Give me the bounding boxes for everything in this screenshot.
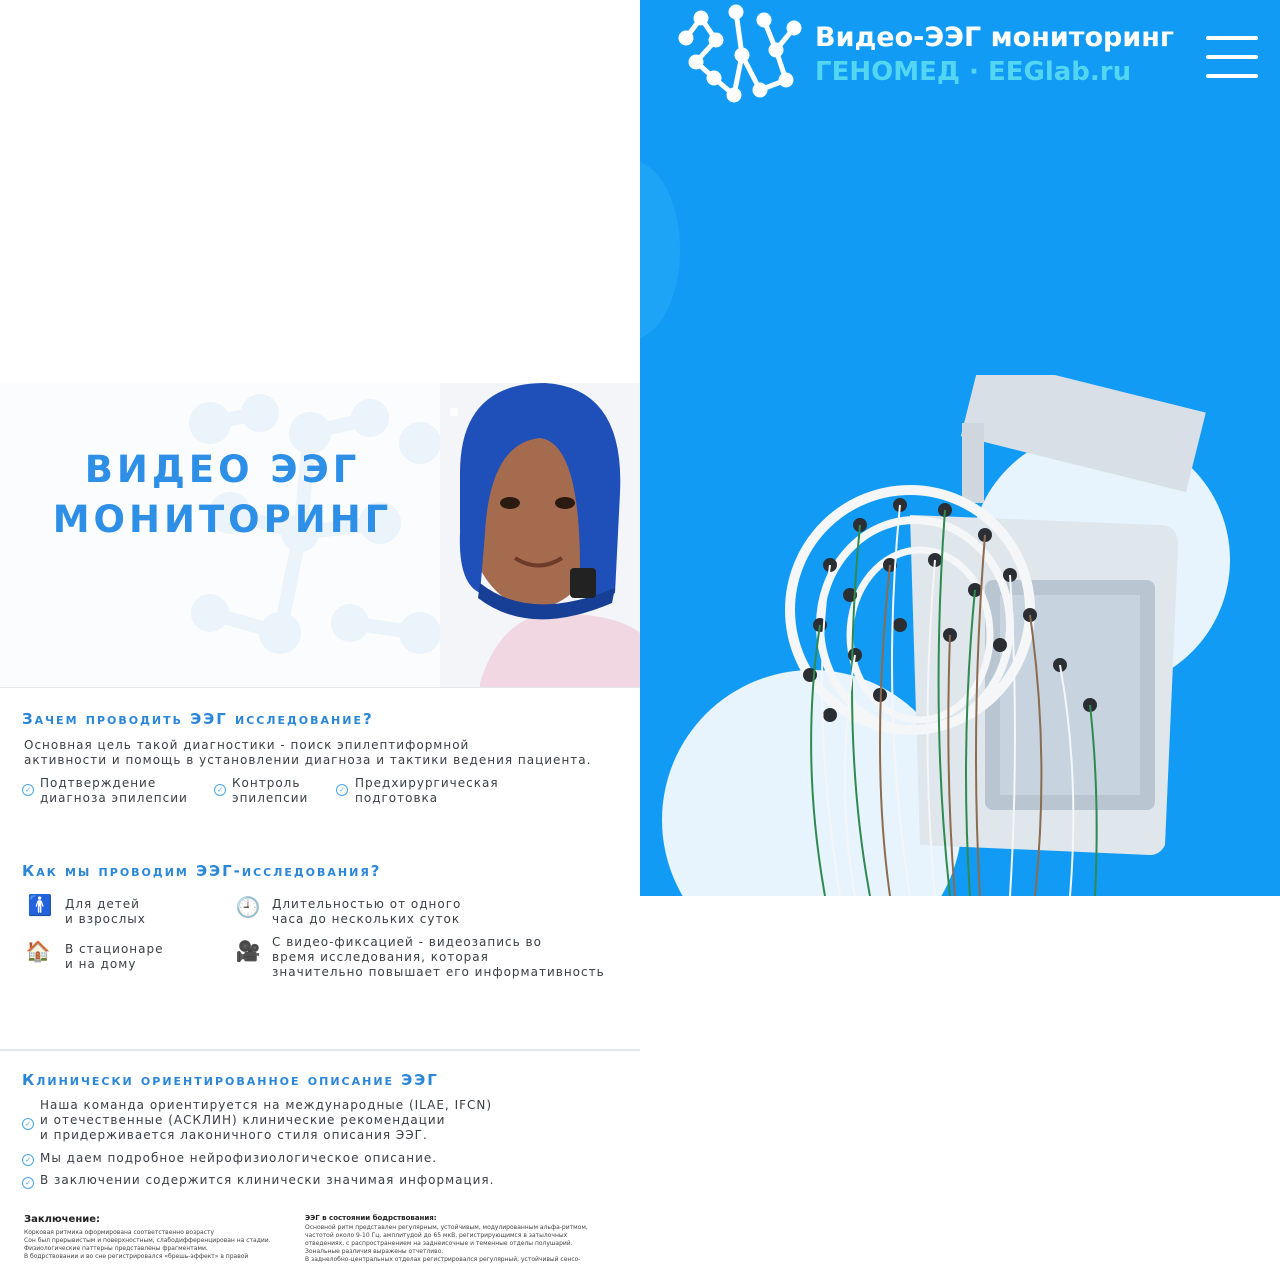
app-screen — [640, 0, 1280, 896]
hero-banner — [0, 383, 640, 687]
hero-title — [0, 445, 445, 545]
check-icon: ✓ — [22, 1177, 34, 1189]
why-section — [0, 687, 640, 848]
wake-eeg-text — [305, 1224, 588, 1264]
check-icon: ✓ — [336, 784, 348, 796]
wake-eeg-line: Основной ритм представлен регулярным, устойчивым, модулированным альфа-ритмом, — [305, 1224, 588, 1231]
how-item-video: С видео-фиксацией - видеозапись во время исследования, которая значительно повышает его информативность — [272, 935, 605, 979]
why-intro: Основная цель такой диагностики - поиск эпилептиформной активности и помощь в установлении диагноза и тактики ведения пациента. — [24, 738, 592, 767]
child-in-eeg-cap-photo — [440, 383, 640, 687]
how-section — [0, 847, 640, 1047]
video-camera-icon: 🎥 — [235, 939, 261, 963]
conclusion-left-text — [24, 1229, 271, 1261]
wake-eeg-line: Зональные различия выражены отчетливо. — [305, 1248, 444, 1255]
check-icon: ✓ — [22, 1118, 34, 1130]
brain-logo-icon[interactable] — [676, 0, 804, 108]
hamburger-menu-icon[interactable] — [1206, 36, 1258, 78]
why-item-presurgical: Предхирургическая подготовка — [355, 776, 499, 805]
clinical-item-conclusion: В заключении содержится клинически значимая информация. — [40, 1173, 495, 1187]
clinical-item-guidelines: Наша команда ориентируется на международные (ILAE, IFCN) и отечественные (АСКЛИН) клинические рекомендации и придерживается лаконичного стиля описания ЭЭГ. — [40, 1098, 493, 1142]
check-icon: ✓ — [22, 784, 34, 796]
conclusion-line: Физиологические паттерны представлены фрагментами. — [24, 1245, 208, 1252]
why-item-confirmation: Подтверждение диагноза эпилепсии — [40, 776, 188, 805]
hero-title-line2: МОНИТОРИНГ — [52, 498, 393, 541]
clinical-section — [0, 1049, 640, 1280]
how-item-duration: Длительностью от одного часа до нескольких суток — [272, 897, 462, 926]
conclusion-heading: Заключение: — [24, 1214, 101, 1225]
wake-eeg-line: В заднелобно-центральных отделах регистрировался регулярный, устойчивый сенсо- — [305, 1256, 581, 1263]
hero-title-line1: ВИДЕО ЭЭГ — [84, 448, 361, 491]
conclusion-line: В бодрствовании и во сне регистрировался «брешь-эффект» в правой — [24, 1253, 249, 1260]
clinical-title: Клинически ориентированное описание ЭЭГ — [22, 1071, 439, 1089]
why-item-control: Контроль эпилепсии — [232, 776, 309, 805]
brand-subtitle: ГЕНОМЕД · EEGlab.ru — [815, 57, 1132, 87]
wake-eeg-heading: ЭЭГ в состоянии бодрствования: — [305, 1214, 437, 1222]
check-icon: ✓ — [22, 1154, 34, 1166]
how-title: Как мы проводим ЭЭГ-исследования? — [22, 862, 382, 880]
house-icon: 🏠 — [25, 939, 51, 963]
conclusion-line: Сон был прерывистым и поверхностным, слабодифференцирован на стадии. — [24, 1237, 271, 1244]
check-icon: ✓ — [214, 784, 226, 796]
decor-circle — [640, 160, 680, 340]
wake-eeg-line: частотой около 9-10 Гц, амплитудой до 65 мкВ, регистрирующимся в затылочных — [305, 1232, 568, 1239]
eeg-info-card — [0, 383, 640, 1280]
brand-title: Видео-ЭЭГ мониторинг — [815, 22, 1175, 53]
person-icon: 🚹 — [27, 893, 53, 917]
how-item-ages: Для детей и взрослых — [65, 897, 146, 926]
clock-icon: 🕘 — [235, 895, 261, 919]
eeg-device-image — [770, 375, 1220, 896]
why-title: Зачем проводить ЭЭГ исследование? — [22, 710, 374, 728]
how-item-location: В стационаре и на дому — [65, 942, 164, 971]
conclusion-line: Корковая ритмика оформирована соответственно возрасту — [24, 1229, 215, 1236]
wake-eeg-line: отведениях, с распространением на заднеисочные и теменные отделы полушарий. — [305, 1240, 573, 1247]
clinical-item-detailed: Мы даем подробное нейрофизиологическое описание. — [40, 1151, 438, 1165]
